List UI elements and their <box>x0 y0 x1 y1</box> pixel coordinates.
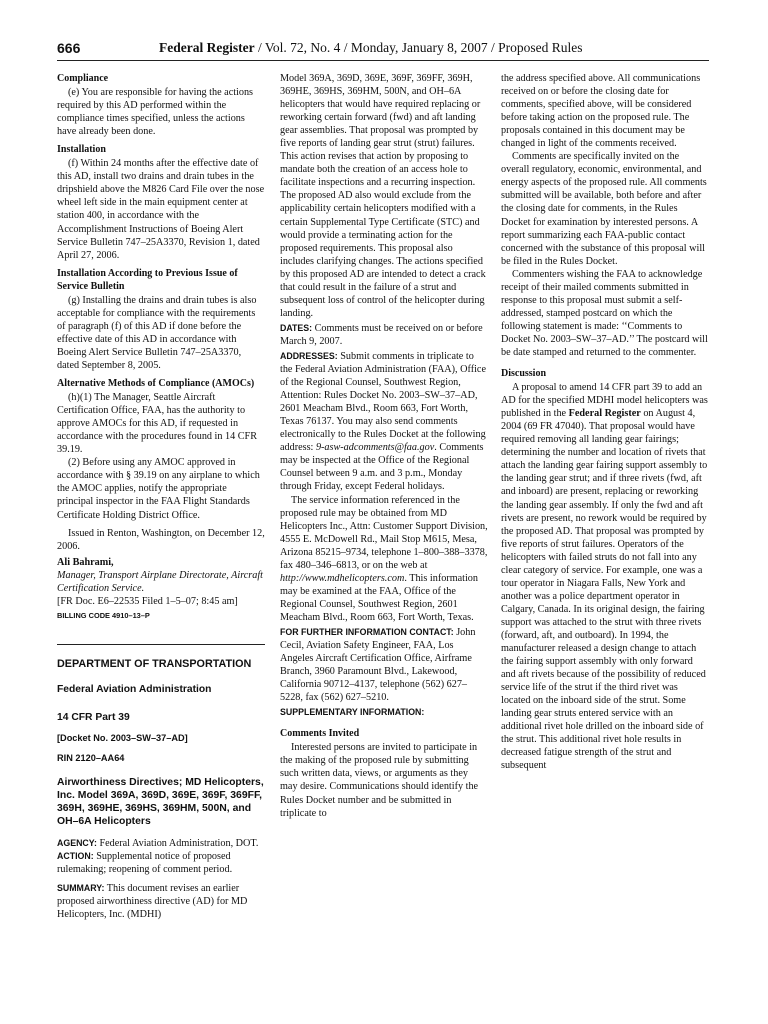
fr-doc-line: [FR Doc. E6–22535 Filed 1–5–07; 8:45 am] <box>57 595 238 607</box>
compliance-text: (e) You are responsible for having the actions required by this AD performed within the compliance times specified, unless the actions have already been done. <box>57 87 254 138</box>
column-2 <box>280 72 488 820</box>
amoc-text-1: (h)(1) The Manager, Seattle Aircraft Certification Office, FAA, has the authority to approve AMOCs for this AD, if requested in accordance with the procedures found in 14 CFR 39.19. <box>57 392 258 456</box>
agency-name: Federal Aviation Administration <box>57 683 212 695</box>
addresses-email: 9-asw-adcomments@faa.gov <box>315 442 435 454</box>
agency-text: Federal Aviation Administration, DOT. <box>96 837 259 849</box>
comments-para-3: Commenters wishing the FAA to acknowledge receipt of their mailed comments submitted in response to this proposal must submit a self-addressed, stamped postcard on which the following statement is made: ‘‘Comments to Docket No. 2003–SW–37–AD.’’ The postcard will be date stamped and returned to the commenter. <box>501 268 708 358</box>
comments-para-1: the address specified above. All communications received on or before the closing date for comments, specified above, will be considered before taking action on the proposed rule. The proposals contained in this document may be changed in light of the comments received. <box>501 73 701 150</box>
discussion-heading: Discussion <box>501 368 547 380</box>
comments-text: Interested persons are invited to participate in the making of the proposed rule by submitting such written data, views, or arguments as they may desire. Communications should identify the Rules Docket number and be submitted in triplicate to <box>280 742 479 819</box>
installation-heading: Installation <box>57 144 106 156</box>
contact-section <box>280 626 488 704</box>
action-text: Supplemental notice of proposed rulemaking; reopening of comment period. <box>57 850 233 875</box>
discussion-text-end: on August 4, 2004 (69 FR 47040). That proposal would have required removing all landing gear fairings; determining the number and location of rivets that attach the landing gear fairing support assembly to the landing gear strut; and if three rivets (fwd, aft and inboard) are present, replacing or reworking the landing gear assembly. If only the fwd and aft rivets are present, no rework would be required by the proposed AD. That proposal was prompted by five reports of strut failures. Operators of the helicopters with failed struts do not fall into any clear category of service. For example, one was a tour operator in Niagara Falls, New York and another was a police department operator in Calgary, Canada. In its original design, the fairing support was attached to the strut with three rivets (forward, aft, and outboard). In 1994, the manufacturer released a design change to attach the fairing support assembly with only forward and aft rivets because of the possibility of reduced service life of the strut if the third rivet was located on the inboard side of the strut. Some landing gear struts entered service with an additional rivet hole drilled on the inboard side of the strut. This additional rivet hole results in decreased fatigue strength of the strut and subsequent <box>501 408 708 772</box>
header-title <box>159 40 582 56</box>
document-title: Airworthiness Directives; MD Helicopters, Inc. Model 369A, 369D, 369E, 369F, 369FF, 369H, 369HE, 369HS, 369HM, 500N, and OH–6A Helicopters <box>57 776 264 828</box>
summary-section <box>57 882 265 921</box>
prev-issue-text: (g) Installing the drains and drain tubes is also acceptable for compliance with the requirements of paragraph (f) of this AD if done before the effective date of this AD in accordance with Boeing Alert Service Bulletin 747–25A3370, dated September 8, 2005. <box>57 294 257 371</box>
service-text-end: . This information may be examined at the FAA, Office of the Regional Counsel, Southwest Region, 2601 Meacham Blvd., Room 663, Fort Worth, Texas. <box>280 572 478 623</box>
page-header <box>57 38 709 61</box>
page-number: 666 <box>57 40 81 56</box>
addresses-label: ADDRESSES: <box>280 350 338 361</box>
comments-para-2: Comments are specifically invited on the overall regulatory, economic, environmental, and energy aspects of the proposed rule. All comments submitted will be available, both before and after the closing date for comments, in the Rules Docket for examination by interested persons. A report summarizing each FAA-public contact concerned with the substance of this proposal will be filed in the Rules Docket. <box>501 151 707 267</box>
discussion-text-start: A proposal to amend 14 CFR part 39 to add an AD for the specified MDHI model helicopters was published in the <box>501 382 708 420</box>
contact-text: John Cecil, Aviation Safety Engineer, FAA, Los Angeles Aircraft Certification Office, Airframe Branch, 3960 Paramount Blvd., Lakewood, California 90712–4137, telephone (562) 627–5228, fax (562) 627–5210. <box>280 626 476 704</box>
supplementary-section <box>280 706 488 719</box>
installation-text: (f) Within 24 months after the effective date of this AD, install two drains and drain tubes in the dripshield above the M826 Card File over the nose wheel left side in the main equipment center at station 400, in accordance with the Accomplishment Instructions of Boeing Alert Service Bulletin 747–25A3370, Revision 1, dated April 27, 2006. <box>57 158 265 261</box>
journal-name: Federal Register <box>159 40 255 55</box>
billing-code: BILLING CODE 4910–13–P <box>57 610 150 620</box>
section-divider <box>57 644 265 645</box>
signer-title: Manager, Transport Airplane Directorate, Aircraft Certification Service. <box>57 569 264 594</box>
column-3 <box>501 72 709 772</box>
comments-heading: Comments Invited <box>280 728 360 740</box>
summary-label: SUMMARY: <box>57 882 105 893</box>
issue-info: / Vol. 72, No. 4 / Monday, January 8, 2007 / Proposed Rules <box>254 40 583 55</box>
addresses-section <box>280 350 488 494</box>
summary-continued: Model 369A, 369D, 369E, 369F, 369FF, 369H, 369HE, 369HS, 369HM, 500N, and OH–6A helicopters that would have required replacing or reworking certain forward (fwd) and aft landing gear assemblies. That proposal was prompted by five reports of landing gear strut (strut) failures. This action revises that action by proposing to mandate both the creation of an access hole to facilitate inspections and a recurring inspection. The proposed AD also would exclude from the applicability certain helicopters modified with a certain Supplemental Type Certificate (STC) and would provide a terminating action for the proposed requirements. This proposal also includes clarifying changes. The actions specified by this proposed AD are intended to detect a crack that could result in the failure of a strut and subsequent loss of control of the helicopter during landing. <box>280 73 486 319</box>
addresses-text-end: . Comments may be inspected at the Office of the Regional Counsel between 9 a.m. and 3 p.m., Monday through Friday, except Federal holidays. <box>280 442 484 493</box>
issued-line: Issued in Renton, Washington, on December 12, 2006. <box>57 527 265 552</box>
amoc-text-2: (2) Before using any AMOC approved in accordance with § 39.19 on any airplane to which the AMOC applies, notify the appropriate principal inspector in the FAA Flight Standards Certificate Holding District Office. <box>57 457 260 521</box>
action-section <box>57 850 265 876</box>
addresses-text: Submit comments in triplicate to the Federal Aviation Administration (FAA), Office of the Regional Counsel, Southwest Region, Attention: Rules Docket No. 2003–SW–37–AD, 2601 Meacham Blvd., Room 663, Fort Worth, Texas 76137. You may also send comments electronically to the Rules Docket at the following address: <box>280 350 486 454</box>
docket-number: [Docket No. 2003–SW–37–AD] <box>57 732 188 743</box>
rin-number: RIN 2120–AA64 <box>57 752 125 763</box>
summary-text: This document revises an earlier proposed airworthiness directive (AD) for MD Helicopters, Inc. (MDHI) <box>57 882 248 920</box>
discussion-text <box>501 381 709 772</box>
column-1 <box>57 72 265 921</box>
amoc-heading: Alternative Methods of Compliance (AMOCs) <box>57 378 255 390</box>
signer-name: Ali Bahrami, <box>57 556 114 568</box>
dates-section <box>280 322 488 348</box>
agency-section <box>57 837 265 850</box>
department-name: DEPARTMENT OF TRANSPORTATION <box>57 657 252 670</box>
compliance-heading: Compliance <box>57 73 109 84</box>
supplementary-label: SUPPLEMENTARY INFORMATION: <box>280 707 425 718</box>
prev-issue-heading: Installation According to Previous Issue of Service Bulletin <box>57 267 238 292</box>
agency-label: AGENCY: <box>57 837 97 848</box>
dates-label: DATES: <box>280 322 313 333</box>
contact-label: FOR FURTHER INFORMATION CONTACT: <box>280 626 454 637</box>
federal-register-ref: Federal Register <box>568 408 641 420</box>
action-label: ACTION: <box>57 850 94 861</box>
service-text: The service information referenced in the proposed rule may be obtained from MD Helicopters Inc., Attn: Customer Support Division, 4555 E. McDowell Rd., Mail Stop M615, Mesa, Arizona 85215–9734, telephone 1–800–388–3378, fax 480–346–6813, or on the web at <box>280 494 488 571</box>
service-info <box>280 494 488 624</box>
cfr-part: 14 CFR Part 39 <box>57 711 130 723</box>
service-url: http://www.mdhelicopters.com <box>280 572 405 584</box>
dates-text: Comments must be received on or before March 9, 2007. <box>280 322 483 347</box>
